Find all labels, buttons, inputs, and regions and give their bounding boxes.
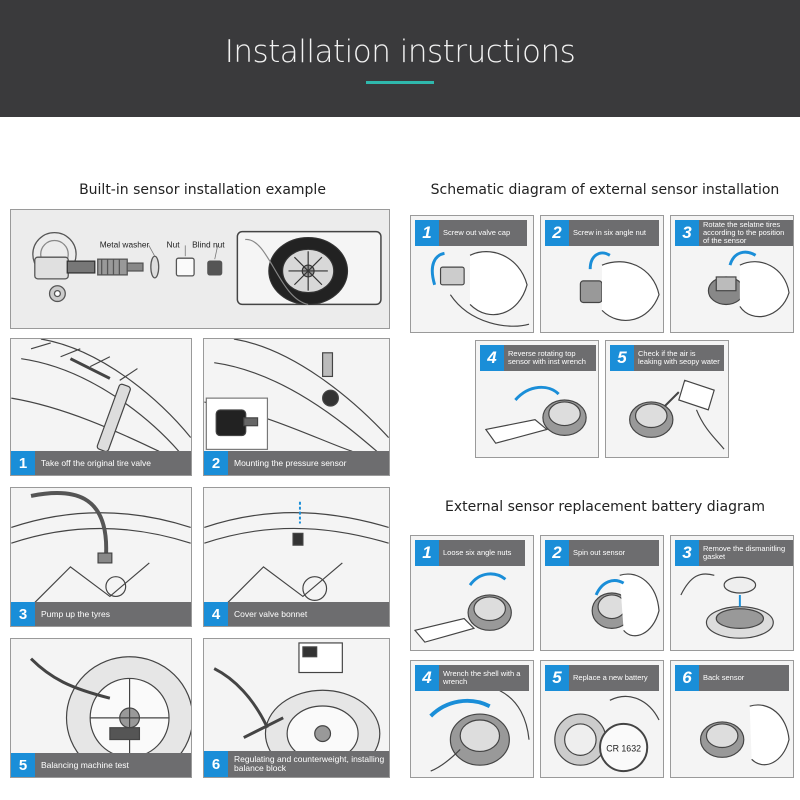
step-tag: [415, 220, 527, 246]
step-number: 6: [675, 665, 699, 691]
step-number: 5: [610, 345, 634, 371]
step-number: 2: [545, 540, 569, 566]
step-caption: [204, 602, 389, 626]
step-text: Take off the original tire valve: [41, 457, 151, 468]
step-number: 5: [545, 665, 569, 691]
step-text: Screw in six angle nut: [573, 228, 646, 237]
step-number: 1: [415, 220, 439, 246]
builtin-example-panel: [10, 209, 390, 329]
step-text: Reverse rotating top sensor with inst wrench: [508, 349, 586, 366]
battery-step-4: [410, 660, 534, 778]
step-text: Rotate the selatne tires according to the position of the sensor: [703, 220, 785, 245]
builtin-section-title: Built-in sensor installation example: [79, 182, 326, 198]
step-text: Back sensor: [703, 673, 745, 682]
step-text: Remove the dismanitling gasket: [703, 544, 786, 561]
step-number: 1: [415, 540, 439, 566]
step-tag: [610, 345, 724, 371]
external-install-step-4: [475, 340, 599, 458]
external-install-step-3: [670, 215, 794, 333]
battery-step-6: [670, 660, 794, 778]
label-nut: Nut: [166, 239, 180, 250]
step-caption: [11, 753, 191, 777]
external-install-section-title: Schematic diagram of external sensor installation: [430, 182, 780, 198]
step-tag: [545, 665, 659, 691]
step-tag: [480, 345, 596, 371]
step-number: 3: [675, 540, 699, 566]
step-text: Loose six angle nuts: [443, 548, 512, 557]
step-number: 2: [545, 220, 569, 246]
external-install-step-2: [540, 215, 664, 333]
step-text: Replace a new battery: [573, 673, 648, 682]
step-number: 1: [11, 451, 35, 475]
external-install-step-1: [410, 215, 534, 333]
builtin-step-6: [203, 638, 390, 778]
step-caption: [204, 451, 389, 475]
step-caption: [204, 751, 389, 777]
step-caption: [11, 451, 191, 475]
step-tag: [415, 540, 525, 566]
step-tag: [675, 665, 789, 691]
builtin-step-4: [203, 487, 390, 627]
step-text: Pump up the tyres: [41, 608, 110, 619]
step-text: Wrench the shell with a wrench: [443, 669, 521, 686]
builtin-step-1: [10, 338, 192, 476]
step-text: Spin out sensor: [573, 548, 626, 557]
step-number: 4: [204, 602, 228, 626]
label-blind-nut: Blind nut: [192, 239, 225, 250]
builtin-step-2: [203, 338, 390, 476]
step-tag: [415, 665, 529, 691]
step-number: 6: [204, 751, 228, 777]
step-number: 5: [11, 753, 35, 777]
step-text: Regulating and counterweight, installing balance block: [234, 754, 385, 773]
step-text: Screw out valve cap: [443, 228, 511, 237]
step-number: 2: [204, 451, 228, 475]
step-text: Balancing machine test: [41, 759, 129, 770]
battery-step-2: [540, 535, 664, 651]
step-tag: [545, 540, 659, 566]
step-number: 4: [480, 345, 504, 371]
battery-step-3: [670, 535, 794, 651]
step-number: 3: [11, 602, 35, 626]
step-tag: [675, 540, 793, 566]
step-caption: [11, 602, 191, 626]
step-text: Check if the air is leaking with seopy water: [638, 349, 720, 366]
step-number: 4: [415, 665, 439, 691]
step-tag: [675, 220, 793, 246]
label-metal-washer: Metal washer: [99, 239, 150, 250]
valve-parts-illustration: [11, 210, 389, 328]
step-number: 3: [675, 220, 699, 246]
title-underline: [366, 81, 434, 84]
header-banner: [0, 0, 800, 117]
battery-section-title: External sensor replacement battery diagram: [445, 499, 765, 515]
battery-step-1: [410, 535, 534, 651]
builtin-step-3: [10, 487, 192, 627]
battery-label: CR 1632: [606, 743, 642, 754]
step-text: Mounting the pressure sensor: [234, 457, 347, 468]
battery-step-5: [540, 660, 664, 778]
builtin-step-5: [10, 638, 192, 778]
step-text: Cover valve bonnet: [234, 608, 308, 619]
external-install-step-5: [605, 340, 729, 458]
page-title: Installation instructions: [224, 34, 576, 70]
step-tag: [545, 220, 659, 246]
